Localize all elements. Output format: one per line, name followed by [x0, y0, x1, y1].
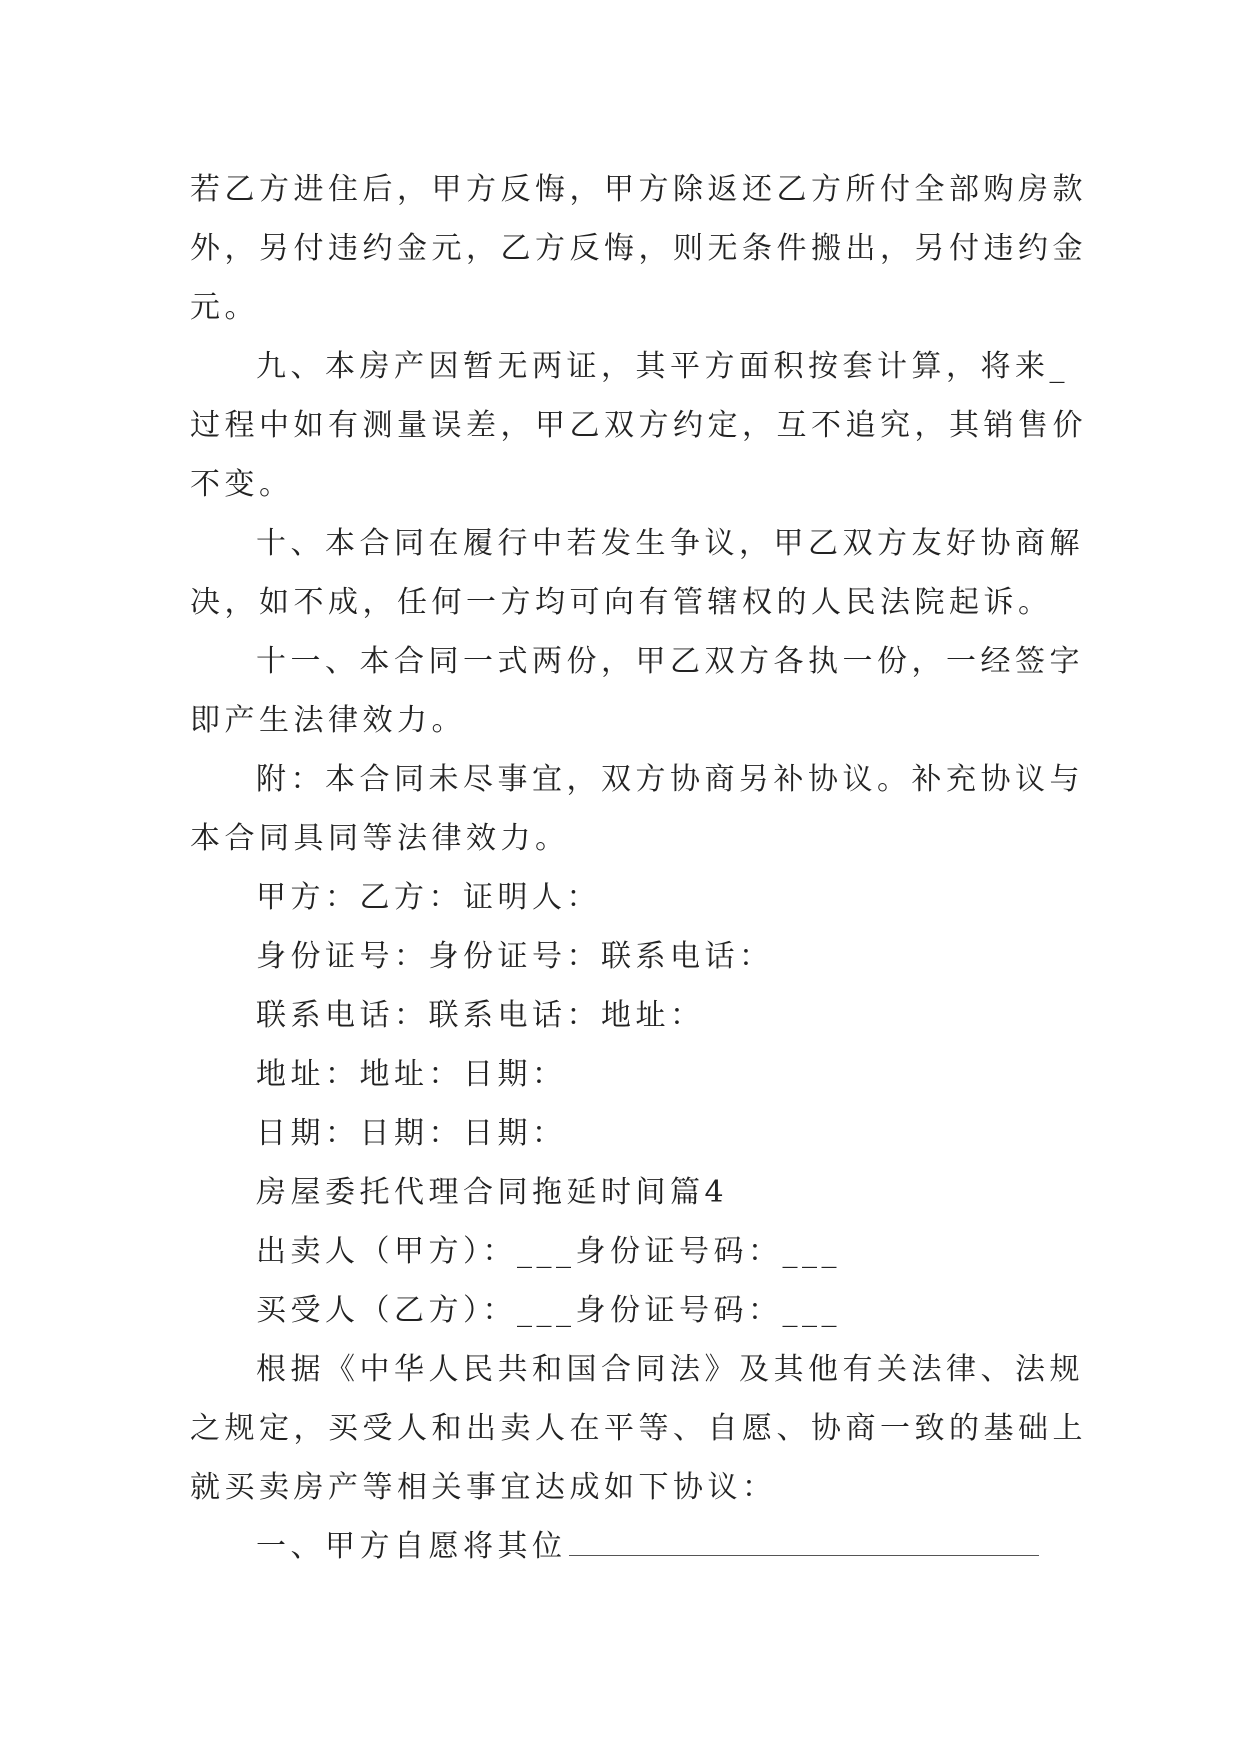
signature-addresses: 地址：地址：日期： — [256, 1057, 567, 1092]
clause-ten: 十、本合同在履行中若发生争议，甲乙双方友好协商解 — [256, 526, 1084, 561]
clause-one — [190, 1517, 1056, 1576]
text-line: 不变。 — [190, 467, 294, 502]
clause-nine: 九、本房产因暂无两证，其平方面积按套计算，将来_ — [256, 349, 1069, 384]
signature-id-numbers: 身份证号：身份证号：联系电话： — [256, 939, 774, 974]
clause-one-text: 一、甲方自愿将其位 — [256, 1529, 567, 1564]
signature-dates: 日期：日期：日期： — [256, 1116, 567, 1151]
buyer-line: 买受人（乙方）：___身份证号码：___ — [256, 1293, 841, 1328]
clause-eleven: 十一、本合同一式两份，甲乙双方各执一份，一经签字 — [256, 644, 1084, 679]
blank-fill-line — [569, 1529, 1039, 1556]
text-line: 决，如不成，任何一方均可向有管辖权的人民法院起诉。 — [190, 585, 1053, 620]
signature-parties: 甲方：乙方：证明人： — [256, 880, 601, 915]
text-line: 之规定，买受人和出卖人在平等、自愿、协商一致的基础上 — [190, 1411, 1087, 1446]
text-line: 本合同具同等法律效力。 — [190, 821, 570, 856]
text-line: 过程中如有测量误差，甲乙双方约定，互不追究，其销售价 — [190, 408, 1087, 443]
appendix-note: 附：本合同未尽事宜，双方协商另补协议。补充协议与 — [256, 762, 1084, 797]
text-line: 即产生法律效力。 — [190, 703, 466, 738]
text-line: 元。 — [190, 290, 259, 325]
preamble-line: 根据《中华人民共和国合同法》及其他有关法律、法规 — [256, 1352, 1084, 1387]
document-body — [190, 160, 1087, 1576]
text-line: 外，另付违约金元，乙方反悔，则无条件搬出，另付违约金 — [190, 231, 1087, 266]
text-line: 若乙方进住后，甲方反悔，甲方除返还乙方所付全部购房款 — [190, 172, 1087, 207]
seller-line: 出卖人（甲方）：___身份证号码：___ — [256, 1234, 841, 1269]
text-line: 就买卖房产等相关事宜达成如下协议： — [190, 1470, 777, 1505]
section-title: 房屋委托代理合同拖延时间篇4 — [256, 1175, 729, 1210]
signature-phones: 联系电话：联系电话：地址： — [256, 998, 705, 1033]
